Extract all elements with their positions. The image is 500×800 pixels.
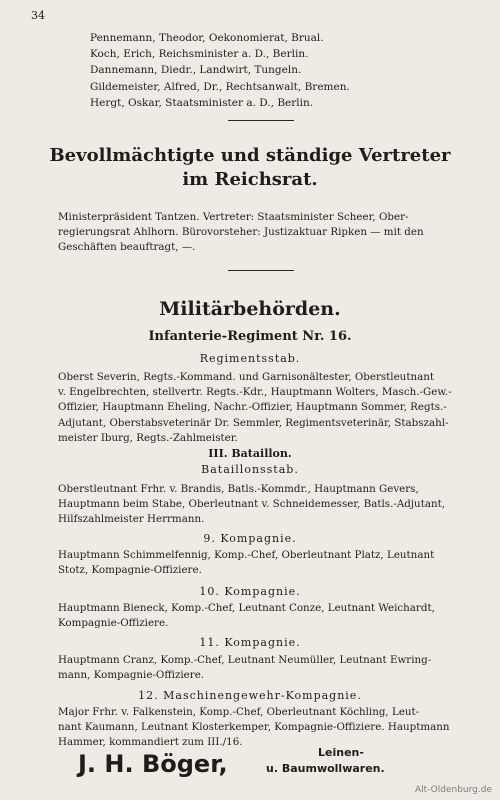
text-line: Hauptmann Bieneck, Komp.-Chef, Leutnant Conze, Leutnant Weichardt, [58,602,435,614]
regimentsstab-label: Regimentsstab. [199,352,301,365]
advertiser-name: J. H. Böger, [78,750,228,778]
member-list [90,30,470,111]
text-line: Kompagnie-Offiziere. [58,617,169,630]
member-entry: Pennemann, Theodor, Oekonomierat, Brual. [90,32,324,44]
reichsrat-paragraph [58,210,482,255]
regimentsstab-text [58,370,482,446]
text-line: mann, Kompagnie-Offiziere. [58,669,205,682]
text-line: meister Iburg, Regts.-Zahlmeister. [58,431,238,444]
text-line: Adjutant, Oberstabsveterinär Dr. Semmler, Regimentsveterinär, Stabszahl- [58,416,449,429]
advertisement-line: Leinen- [318,746,364,759]
kompagnie-12-label: 12. Maschinengewehr-Kompagnie. [138,689,362,702]
member-entry: Hergt, Oskar, Staatsminister a. D., Berlin. [90,96,314,109]
member-entry: Dannemann, Diedr., Landwirt, Tungeln. [90,64,302,77]
kompagnie-9-label: 9. Kompagnie. [203,532,297,545]
battalion-heading: III. Bataillon. [208,447,292,460]
text-line: Oberstleutnant Frhr. v. Brandis, Batls.-Kommdr., Hauptmann Gevers, [58,483,419,495]
text-line: Hauptmann beim Stabe, Oberleutnant v. Schneidemesser, Batls.-Adjutant, [58,498,446,511]
text-line: Oberst Severin, Regts.-Kommand. und Garnisonältester, Oberstleutnant [58,371,434,383]
title-line: im Reichsrat. [182,169,318,190]
kompagnie-10-text [58,601,482,631]
regiment-heading: Infanterie-Regiment Nr. 16. [148,329,352,344]
text-line: Stotz, Kompagnie-Offiziere. [58,564,202,577]
kompagnie-11-text [58,653,482,683]
bataillonsstab-label: Bataillonsstab. [201,463,299,476]
text-line: Hammer, kommandiert zum III./16. [58,736,243,749]
section-title-reichsrat [0,144,500,192]
bataillonsstab-text [58,482,482,528]
kompagnie-9-text [58,548,482,578]
divider [228,120,294,121]
watermark: Alt-Oldenburg.de [414,785,492,795]
text-line: Hauptmann Cranz, Komp.-Chef, Leutnant Neumüller, Leutnant Ewring- [58,654,432,666]
divider [228,270,294,271]
text-line: nant Kaumann, Leutnant Klosterkemper, Kompagnie-Offiziere. Hauptmann [58,721,450,734]
member-entry: Gildemeister, Alfred, Dr., Rechtsanwalt, Bremen. [90,80,350,93]
text-line: Major Frhr. v. Falkenstein, Komp.-Chef, Oberleutnant Köchling, Leut- [58,706,420,718]
page-number: 34 [31,9,45,22]
text-line: Offizier, Hauptmann Eheling, Nachr.-Offizier, Hauptmann Sommer, Regts.- [58,401,447,414]
advertisement-line: u. Baumwollwaren. [266,762,385,775]
para-line: Geschäften beauftragt, —. [58,241,196,253]
member-entry: Koch, Erich, Reichsminister a. D., Berlin. [90,48,309,61]
kompagnie-11-label: 11. Kompagnie. [199,636,301,649]
kompagnie-12-text [58,705,482,751]
section-title-militaer: Militärbehörden. [159,298,341,320]
kompagnie-10-label: 10. Kompagnie. [199,585,301,598]
title-line: Bevollmächtigte und ständige Vertreter [49,145,451,166]
text-line: Hilfszahlmeister Herrmann. [58,513,205,526]
text-line: v. Engelbrechten, stellvertr. Regts.-Kdr., Hauptmann Wolters, Masch.-Gew.- [58,386,452,399]
text-line: Hauptmann Schimmelfennig, Komp.-Chef, Oberleutnant Platz, Leutnant [58,549,435,561]
para-line: Ministerpräsident Tantzen. Vertreter: Staatsminister Scheer, Ober- [58,211,409,223]
para-line: regierungsrat Ahlhorn. Bürovorsteher: Justizaktuar Ripken — mit den [58,226,424,238]
